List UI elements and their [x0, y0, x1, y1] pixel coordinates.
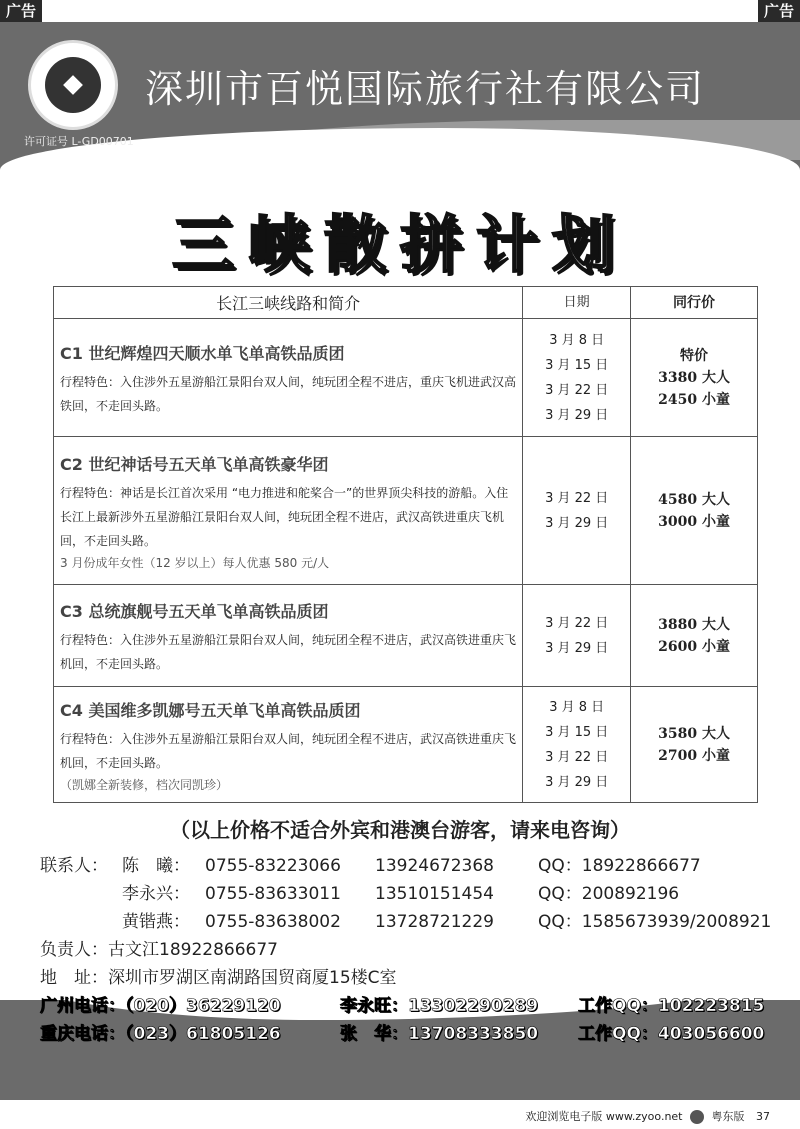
route-desc: 行程特色：入住涉外五星游船江景阳台双人间，纯玩团全程不进店，武汉高铁进重庆飞机回，不走回头路。: [60, 732, 517, 770]
page-number: 37: [756, 1110, 770, 1123]
price-cell: [631, 585, 758, 687]
company-name: 深圳市百悦国际旅行社有限公司: [145, 67, 706, 111]
date: 3 月 22 日: [545, 490, 609, 506]
price-adult: 3580 大人: [658, 725, 730, 742]
price-adult: 3380 大人: [658, 369, 730, 386]
contact-phone: 0755-83223066: [205, 856, 341, 876]
contact-name: 黄锴燕：: [122, 912, 190, 932]
manager: 负责人：古文江18922866677: [40, 940, 278, 960]
price-child: 2700 小童: [658, 747, 730, 764]
date: 3 月 29 日: [545, 407, 609, 423]
price-notice: （以上价格不适合外宾和港澳台游客，请来电咨询）: [170, 818, 630, 842]
route-title: C4 美国维多凯娜号五天单飞单高铁品质团: [60, 701, 361, 720]
route-table: [53, 286, 758, 803]
address: 地 址：深圳市罗湖区南湖路国贸商厦15楼C室: [40, 968, 397, 988]
contact-mobile: 13924672368: [375, 856, 494, 876]
page-footer: [0, 1105, 800, 1129]
route-desc: 行程特色：入住涉外五星游船江景阳台双人间，纯玩团全程不进店，重庆飞机进武汉高铁回，不走回头路。: [60, 375, 517, 413]
company-logo-icon: [28, 40, 118, 130]
route-title: C2 世纪神话号五天单飞单高铁豪华团: [60, 455, 329, 474]
edition-icon: [690, 1110, 704, 1124]
route-cell: [54, 437, 523, 585]
contact-mobile: 13728721229: [375, 912, 494, 932]
date: 3 月 29 日: [545, 515, 609, 531]
date: 3 月 22 日: [545, 749, 609, 765]
route-desc: 行程特色：入住涉外五星游船江景阳台双人间，纯玩团全程不进店，武汉高铁进重庆飞机回，不走回头路。: [60, 633, 517, 671]
date: 3 月 29 日: [545, 774, 609, 790]
contact-qq: QQ：200892196: [538, 884, 680, 904]
table-row: [54, 319, 758, 437]
chongqing-phone: 重庆电话：（023）61805126: [40, 1024, 281, 1044]
date: 3 月 15 日: [545, 357, 609, 373]
price-adult: 4580 大人: [658, 491, 730, 508]
contact-qq: QQ：1585673939/2008921: [538, 912, 772, 932]
price-adult: 3880 大人: [658, 616, 730, 633]
route-note: （凯娜全新装修，档次同凯珍）: [60, 778, 229, 792]
date-cell: [523, 585, 631, 687]
date-cell: [523, 319, 631, 437]
date: 3 月 8 日: [549, 699, 605, 715]
contact-qq: QQ：18922866677: [538, 856, 701, 876]
route-desc: 行程特色：神话是长江首次采用 “电力推进和舵桨合一”的世界顶尖科技的游船。入住长江上最新涉外五星游船江景阳台双人间，纯玩团全程不进店，武汉高铁进重庆飞机回，不走回头路。: [60, 486, 509, 548]
price-child: 3000 小童: [658, 513, 730, 530]
contact-phone: 0755-83633011: [205, 884, 341, 904]
table-row: [54, 585, 758, 687]
date: 3 月 15 日: [545, 724, 609, 740]
date: 3 月 22 日: [545, 382, 609, 398]
price-label: 特价: [680, 347, 709, 364]
date: 3 月 29 日: [545, 640, 609, 656]
date: 3 月 22 日: [545, 615, 609, 631]
guangzhou-phone: 广州电话：（020）36229120: [40, 996, 281, 1016]
price-child: 2450 小童: [658, 391, 730, 408]
guangzhou-qq: 工作QQ：102223815: [578, 996, 765, 1016]
page-title: 三峡散拼计划: [171, 208, 628, 281]
route-cell: [54, 687, 523, 803]
price-cell: [631, 437, 758, 585]
header-date: 日期: [523, 287, 631, 319]
date: 3 月 8 日: [549, 332, 605, 348]
contact-name: 陈 曦：: [122, 856, 190, 876]
contact-name: 李永兴：: [122, 884, 190, 904]
header-route: 长江三峡线路和简介: [54, 287, 523, 319]
table-header-row: [54, 287, 758, 319]
footer-edition: 粤东版: [711, 1110, 745, 1123]
price-cell: [631, 687, 758, 803]
route-note: 3 月份成年女性（12 岁以上）每人优惠 580 元/人: [60, 556, 330, 570]
contact-mobile: 13510151454: [375, 884, 494, 904]
chongqing-person: 张 华：13708333850: [340, 1024, 539, 1044]
table-row: [54, 687, 758, 803]
guangzhou-person: 李永旺：13302290289: [340, 996, 539, 1016]
table-row: [54, 437, 758, 585]
price-cell: [631, 319, 758, 437]
route-cell: [54, 585, 523, 687]
ad-label-right: 广告: [758, 0, 800, 22]
header-price: 同行价: [631, 287, 758, 319]
price-child: 2600 小童: [658, 638, 730, 655]
contacts-label: 联系人：: [40, 856, 108, 876]
route-cell: [54, 319, 523, 437]
route-title: C1 世纪辉煌四天顺水单飞单高铁品质团: [60, 344, 345, 363]
chongqing-qq: 工作QQ：403056600: [578, 1024, 765, 1044]
date-cell: [523, 687, 631, 803]
route-title: C3 总统旗舰号五天单飞单高铁品质团: [60, 602, 329, 621]
license-number: 许可证号 L-GD00701: [24, 135, 134, 148]
ad-label-left: 广告: [0, 0, 42, 22]
date-cell: [523, 437, 631, 585]
footer-text: 欢迎浏览电子版 www.zyoo.net: [525, 1110, 683, 1123]
contact-phone: 0755-83638002: [205, 912, 341, 932]
